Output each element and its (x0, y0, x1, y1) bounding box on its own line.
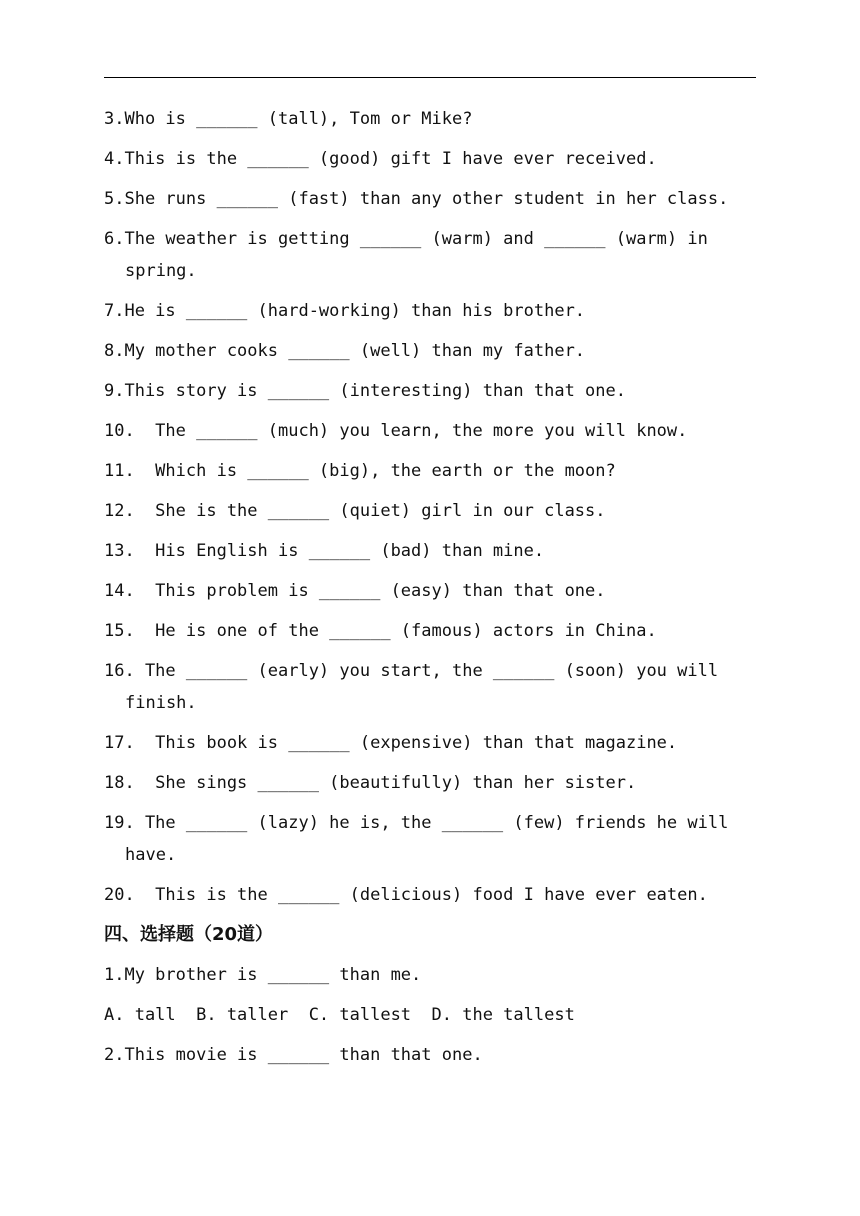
question-line: 18. She sings ______ (beautifully) than her sister. (104, 773, 637, 793)
question-line: 15. He is one of the ______ (famous) actors in China. (104, 621, 657, 641)
section-heading: 四、选择题（20道） (104, 924, 274, 945)
question-line: 14. This problem is ______ (easy) than that one. (104, 581, 606, 601)
question-line: 5.She runs ______ (fast) than any other student in her class. (104, 189, 729, 209)
question-line: 6.The weather is getting ______ (warm) and ______ (warm) in spring. (104, 229, 708, 281)
question-line: 12. She is the ______ (quiet) girl in our class. (104, 501, 606, 521)
question-line: 13. His English is ______ (bad) than mine. (104, 541, 545, 561)
question-line: 7.He is ______ (hard-working) than his brother. (104, 301, 586, 321)
question-line: 9.This story is ______ (interesting) than that one. (104, 381, 626, 401)
question-line: 4.This is the ______ (good) gift I have ever received. (104, 149, 657, 169)
question-line: 17. This book is ______ (expensive) than that magazine. (104, 733, 678, 753)
question-line: 16. The ______ (early) you start, the ______ (soon) you will finish. (104, 661, 719, 713)
choice-question: 2.This movie is ______ than that one. (104, 1045, 483, 1065)
header-rule (104, 77, 756, 78)
question-line: 20. This is the ______ (delicious) food I have ever eaten. (104, 885, 708, 905)
choice-options: A. tall B. taller C. tallest D. the tallest (104, 1005, 575, 1025)
question-line: 19. The ______ (lazy) he is, the ______ (few) friends he will have. (104, 813, 729, 865)
question-line: 11. Which is ______ (big), the earth or the moon? (104, 461, 616, 481)
question-line: 10. The ______ (much) you learn, the more you will know. (104, 421, 688, 441)
question-line: 3.Who is ______ (tall), Tom or Mike? (104, 109, 473, 129)
choice-question: 1.My brother is ______ than me. (104, 965, 422, 985)
question-line: 8.My mother cooks ______ (well) than my father. (104, 341, 586, 361)
worksheet-content (104, 103, 756, 1079)
